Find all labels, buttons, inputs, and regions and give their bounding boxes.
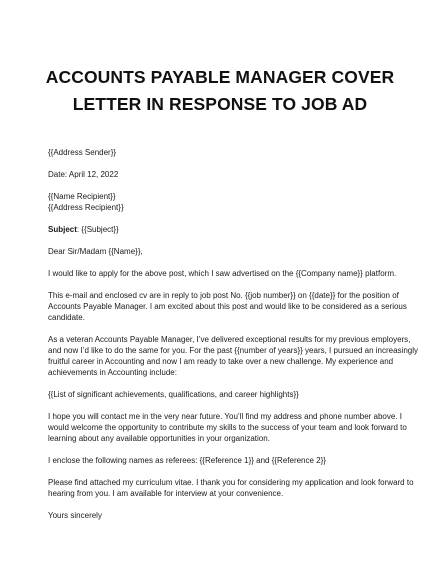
name-recipient: {{Name Recipient}} — [48, 192, 116, 201]
paragraph-3-line: fruitful career in Accounting and now I am ready to take over a new challenge. My experience and — [48, 357, 394, 366]
letter-body — [48, 147, 418, 521]
paragraph-5-line: learning about any available opportunities in your organization. — [48, 434, 270, 443]
paragraph-7-line: Please find attached my curriculum vitae. I thank you for considering my application and look forward to — [48, 478, 414, 487]
paragraph-3-line: As a veteran Accounts Payable Manager, I’ve delivered exceptional results for my previous employers, — [48, 335, 411, 344]
closing: Yours sincerely — [48, 511, 102, 520]
letter-date: Date: April 12, 2022 — [48, 170, 119, 179]
title-line-2: LETTER IN RESPONSE TO JOB AD — [72, 94, 368, 114]
paragraph-2-line: Accounts Payable Manager. I am excited about this post and would like to be considered as a serious — [48, 302, 407, 311]
paragraph-7-line: hearing from you. I am available for interview at your convenience. — [48, 489, 284, 498]
paragraph-6-line: I enclose the following names as referees: {{Reference 1}} and {{Reference 2}} — [48, 456, 326, 465]
title-line-1: ACCOUNTS PAYABLE MANAGER COVER — [45, 67, 395, 87]
paragraph-1-line: I would like to apply for the above post, which I saw advertised on the {{Company name}} platform. — [48, 269, 397, 278]
paragraph-4-line: {{List of significant achievements, qualifications, and career highlights}} — [48, 390, 299, 399]
subject-label: Subject — [48, 225, 77, 234]
address-recipient: {{Address Recipient}} — [48, 203, 124, 212]
paragraph-5-line: would welcome the opportunity to contribute my skills to the success of your team and look forward to — [48, 423, 407, 432]
document-title — [0, 64, 440, 118]
paragraph-3-line: achievements in Accounting include: — [48, 368, 177, 377]
paragraph-2-line: candidate. — [48, 313, 85, 322]
paragraph-5-line: I hope you will contact me in the very near future. You’ll find my address and phone number above. I — [48, 412, 402, 421]
salutation: Dear Sir/Madam {{Name}}, — [48, 247, 143, 256]
address-sender: {{Address Sender}} — [48, 148, 117, 157]
paragraph-2-line: This e-mail and enclosed cv are in reply to job post No. {{job number}} on {{date}} for the position of — [48, 291, 399, 300]
paragraph-3-line: and now I’d like to do the same for you. For the past {{number of years}} years, I pursued an increasingly — [48, 346, 418, 355]
subject-value: : {{Subject}} — [76, 225, 119, 234]
subject-line — [48, 224, 400, 235]
